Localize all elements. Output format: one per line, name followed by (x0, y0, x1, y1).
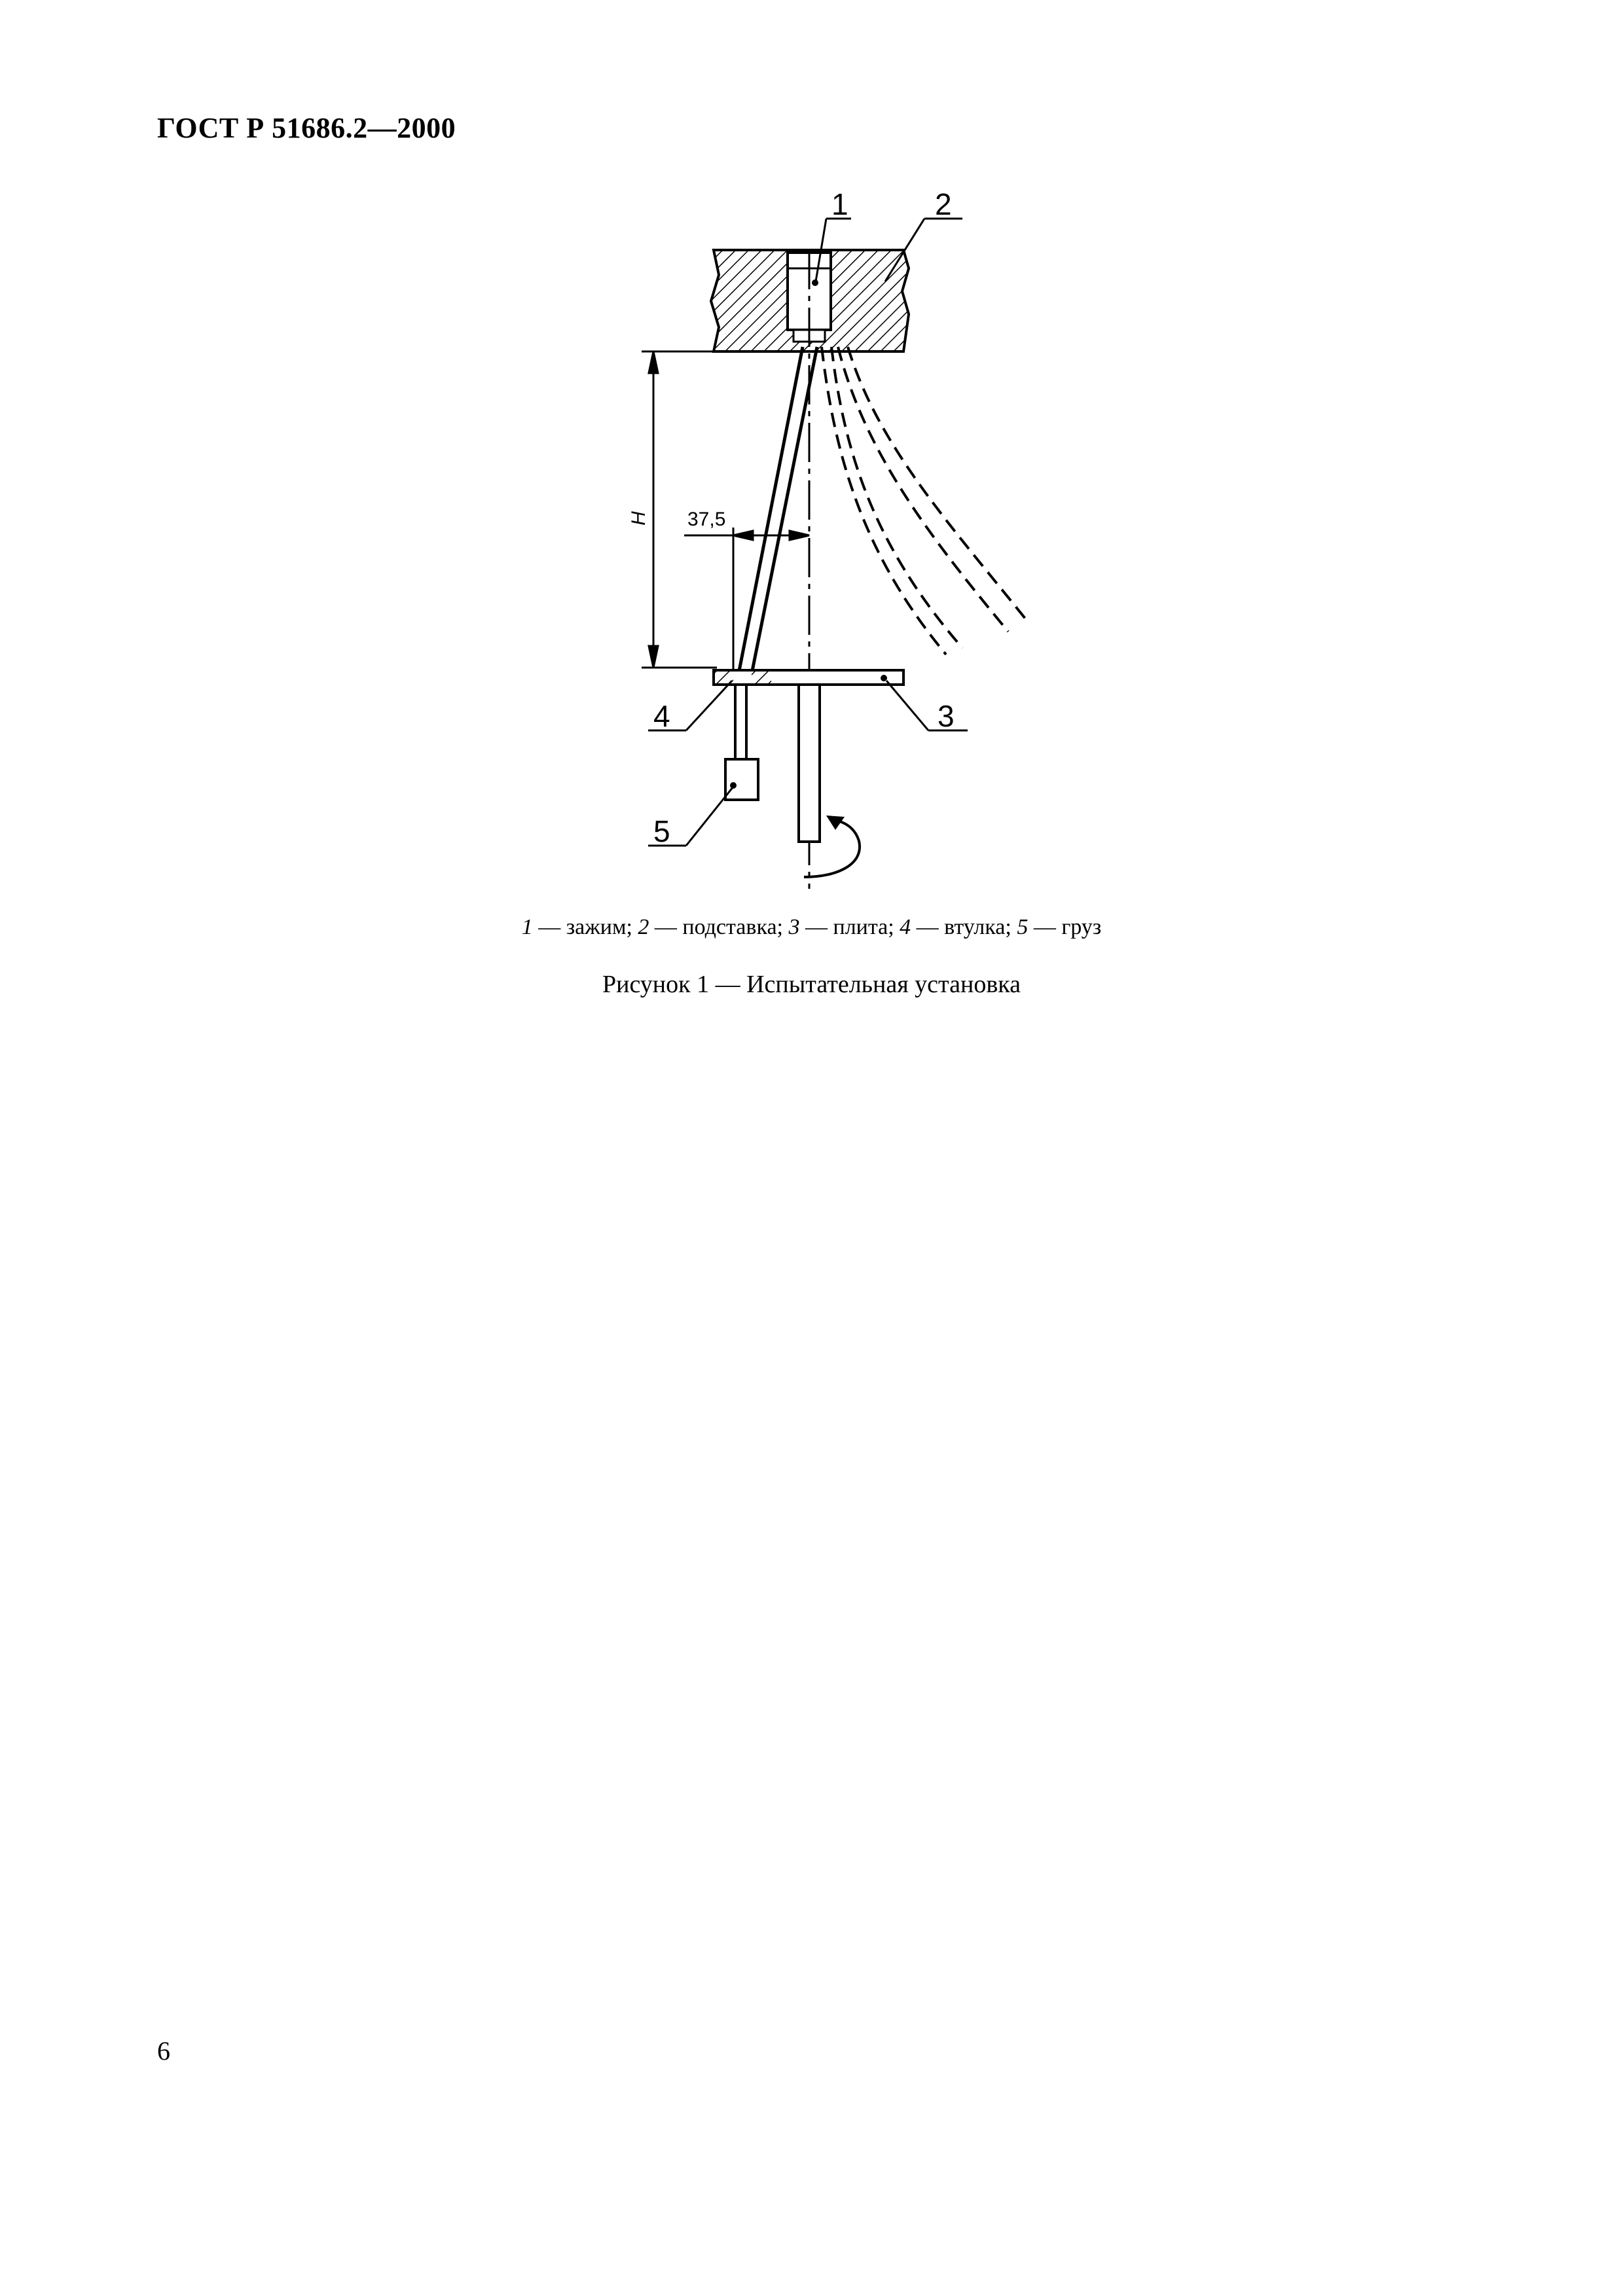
plate (714, 670, 903, 685)
legend-text-1: — зажим; (532, 915, 638, 939)
legend-num-2: 2 (638, 915, 649, 939)
dimension-offset (684, 528, 809, 670)
callout-5: 5 (653, 814, 670, 848)
legend-text-3: — плита; (799, 915, 900, 939)
plate-shaft (799, 685, 820, 842)
document-header: ГОСТ Р 51686.2—2000 (157, 112, 456, 144)
figure-caption: Рисунок 1 — Испытательная установка (602, 971, 1021, 998)
figure-legend (0, 915, 1623, 940)
deflection-curves (822, 347, 1028, 655)
test-setup-figure (0, 0, 1623, 916)
weight-assembly (725, 685, 758, 800)
legend-num-1: 1 (521, 915, 533, 939)
legend-num-4: 4 (900, 915, 911, 939)
legend-text-2: — подставка; (649, 915, 789, 939)
legend-num-5: 5 (1017, 915, 1029, 939)
callout-2: 2 (935, 187, 952, 221)
legend-text-5: — груз (1028, 915, 1102, 939)
legend-num-3: 3 (788, 915, 800, 939)
callout-4: 4 (653, 699, 670, 733)
page-number: 6 (157, 2036, 170, 2066)
callout-1: 1 (831, 187, 848, 221)
callout-3: 3 (938, 699, 955, 733)
legend-text-4: — втулка; (911, 915, 1017, 939)
specimen-rod (739, 347, 817, 674)
dimension-offset-label: 37,5 (687, 509, 726, 530)
dimension-h-label: H (628, 511, 649, 526)
